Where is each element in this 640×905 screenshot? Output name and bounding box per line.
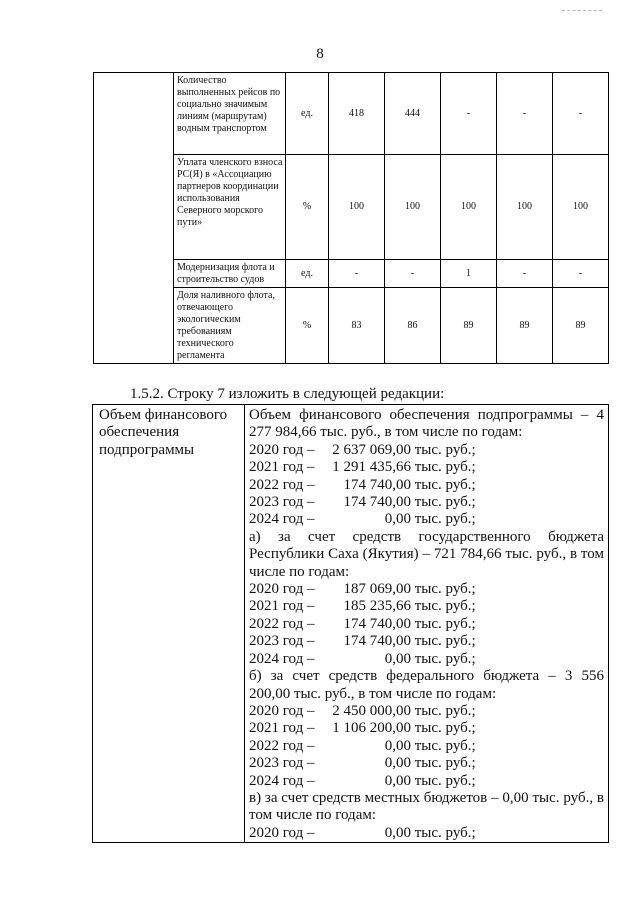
indicator-value: - (497, 260, 553, 288)
year-label: 2024 год – (249, 650, 315, 667)
indicator-value: 89 (441, 288, 497, 364)
year-label: 2022 год – (249, 737, 315, 754)
indicator-value: - (497, 73, 553, 155)
amount-unit: тыс. руб.; (414, 650, 476, 667)
indicator-value: 1 (441, 260, 497, 288)
year-label: 2024 год – (249, 511, 315, 528)
empty-cell (94, 73, 174, 364)
amount-value: 174 740,00 (343, 615, 411, 632)
indicator-value: 418 (329, 73, 385, 155)
indicator-value: - (385, 260, 441, 288)
indicator-value: 89 (553, 288, 609, 364)
amount-unit: тыс. руб.; (414, 824, 476, 841)
indicator-unit: % (286, 288, 329, 364)
source-years-list (249, 703, 604, 790)
year-label: 2020 год – (249, 824, 315, 841)
year-amount-line (249, 633, 604, 650)
indicator-unit: % (286, 155, 329, 260)
amount-unit: тыс. руб.; (414, 459, 476, 476)
indicator-name: Уплата членского взноса РС(Я) в «Ассоциацию партнеров координации использования Северного морского пути» (174, 155, 286, 260)
year-label: 2021 год – (249, 720, 315, 737)
indicator-value: 100 (329, 155, 385, 260)
year-amount-line (249, 477, 604, 494)
source-years-list (249, 581, 604, 668)
amount-unit: тыс. руб.; (414, 702, 476, 719)
indicator-name: Доля наливного флота, отвечающего экологическим требованиям технического регламента (174, 288, 286, 364)
year-amount-line (249, 616, 604, 633)
amount-unit: тыс. руб.; (414, 633, 476, 650)
year-label: 2021 год – (249, 598, 315, 615)
year-label: 2020 год – (249, 441, 315, 458)
amount-unit: тыс. руб.; (414, 581, 476, 598)
amount-value: 0,00 (384, 650, 411, 667)
year-label: 2021 год – (249, 459, 315, 476)
amount-unit: тыс. руб.; (414, 615, 476, 632)
page-number: 8 (316, 46, 324, 62)
amount-unit: тыс. руб.; (414, 737, 476, 754)
year-label: 2022 год – (249, 476, 315, 493)
amount-unit: тыс. руб.; (414, 598, 476, 615)
source-heading: в) за счет средств местных бюджетов – 0,00 тыс. руб., в том числе по годам: (249, 789, 604, 824)
indicator-value: 100 (497, 155, 553, 260)
indicator-unit: ед. (286, 73, 329, 155)
financing-label: Объем финансового обеспечения подпрограммы (93, 405, 245, 843)
amount-value: 0,00 (384, 772, 411, 789)
source-heading: а) за счет средств государственного бюджета Республики Саха (Якутия) – 721 784,66 тыс. руб., в том числе по годам: (249, 528, 604, 580)
year-amount-line (249, 494, 604, 511)
amount-unit: тыс. руб.; (414, 755, 476, 772)
indicator-value: - (553, 73, 609, 155)
year-amount-line (249, 581, 604, 598)
source-heading: б) за счет средств федерального бюджета – 3 556 200,00 тыс. руб., в том числе по годам: (249, 668, 604, 702)
amount-value: 174 740,00 (343, 494, 411, 511)
amount-value: 185 235,66 (343, 598, 411, 615)
amount-value: 2 450 000,00 (332, 702, 411, 719)
indicator-value: - (441, 73, 497, 155)
financing-content (245, 405, 609, 843)
year-label: 2023 год – (249, 633, 315, 650)
year-amount-line (249, 738, 604, 755)
amount-unit: тыс. руб.; (414, 720, 476, 737)
indicator-name: Количество выполненных рейсов по социально значимым линиям (маршрутам) водным транспортом (174, 73, 286, 155)
indicator-value: 100 (385, 155, 441, 260)
amount-value: 174 740,00 (343, 633, 411, 650)
amount-value: 1 291 435,66 (332, 459, 411, 476)
indicator-value: 89 (497, 288, 553, 364)
amount-value: 187 069,00 (343, 581, 411, 598)
amount-value: 0,00 (384, 737, 411, 754)
year-amount-line (249, 511, 604, 528)
financing-intro: Объем финансового обеспечения подпрограммы – 4 277 984,66 тыс. руб., в том числе по годам: (249, 407, 604, 441)
year-label: 2023 год – (249, 494, 315, 511)
table-row (94, 73, 609, 155)
indicator-value: 100 (441, 155, 497, 260)
total-years-list (249, 442, 604, 529)
indicator-value: - (553, 260, 609, 288)
indicator-name: Модернизация флота и строительство судов (174, 260, 286, 288)
amount-unit: тыс. руб.; (414, 772, 476, 789)
amount-value: 0,00 (384, 824, 411, 841)
year-amount-line (249, 703, 604, 720)
source-years-list (249, 825, 604, 842)
year-amount-line (249, 825, 604, 842)
year-label: 2024 год – (249, 772, 315, 789)
amount-unit: тыс. руб.; (414, 476, 476, 493)
financing-table (92, 404, 609, 843)
year-label: 2022 год – (249, 615, 315, 632)
year-label: 2020 год – (249, 581, 315, 598)
amount-unit: тыс. руб.; (414, 511, 476, 528)
year-amount-line (249, 598, 604, 615)
year-label: 2020 год – (249, 702, 315, 719)
table-row (93, 405, 609, 843)
year-amount-line (249, 442, 604, 459)
amount-value: 0,00 (384, 755, 411, 772)
year-amount-line (249, 755, 604, 772)
year-amount-line (249, 720, 604, 737)
year-amount-line (249, 459, 604, 476)
indicator-value: - (329, 260, 385, 288)
indicator-value: 83 (329, 288, 385, 364)
amount-value: 0,00 (384, 511, 411, 528)
section-heading: 1.5.2. Строку 7 изложить в следующей редакции: (130, 386, 445, 402)
corner-mark (562, 10, 602, 11)
year-amount-line (249, 651, 604, 668)
amount-unit: тыс. руб.; (414, 494, 476, 511)
amount-value: 174 740,00 (343, 476, 411, 493)
indicator-value: 100 (553, 155, 609, 260)
indicator-unit: ед. (286, 260, 329, 288)
amount-value: 2 637 069,00 (332, 441, 411, 458)
indicator-value: 86 (385, 288, 441, 364)
amount-value: 1 106 200,00 (332, 720, 411, 737)
sources-list (249, 529, 604, 842)
indicator-value: 444 (385, 73, 441, 155)
indicators-table (93, 72, 609, 364)
amount-unit: тыс. руб.; (414, 441, 476, 458)
year-label: 2023 год – (249, 755, 315, 772)
year-amount-line (249, 773, 604, 790)
